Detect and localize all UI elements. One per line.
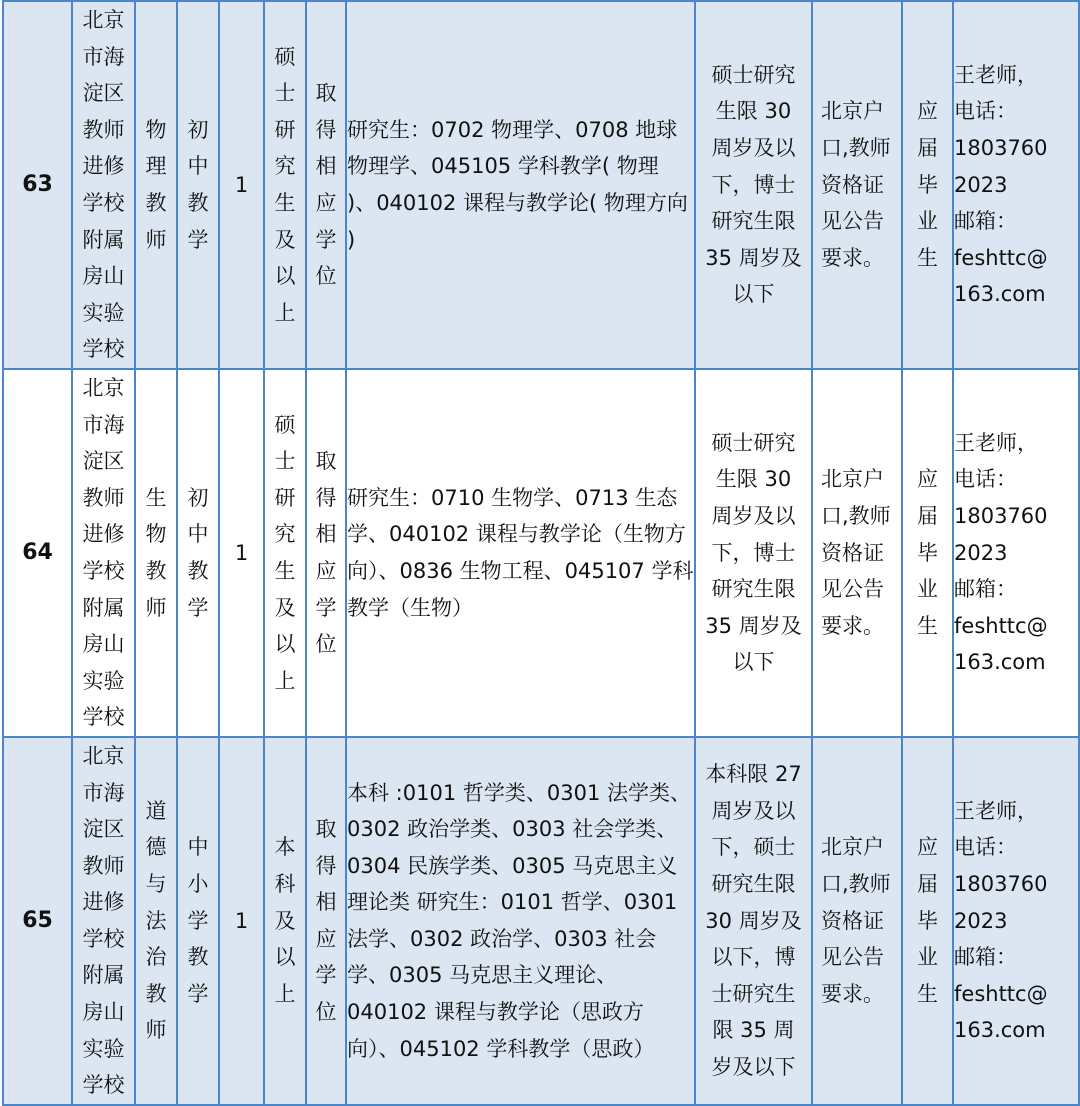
applicant-type-cell: 应届毕业生 — [902, 737, 953, 1105]
headcount-cell: 1 — [219, 1, 264, 369]
position-cell: 道德与法治教师 — [135, 737, 177, 1105]
major-requirement-cell: 本科 :0101 哲学类、0301 法学类、0302 政治学类、0303 社会学类、0304 民族学类、0305 马克思主义理论类 研究生：0101 哲学、0301 法学、0302 政治学、0303 社会学、0305 马克思主义理论、040102 课程与教学论（思政方向）、045102 学科教学（思政） — [346, 737, 695, 1105]
row-number: 65 — [3, 737, 72, 1105]
table-row — [3, 737, 1079, 1105]
age-requirement-cell: 硕士研究生限 30 周岁及以下，博士研究生限 35 周岁及以下 — [695, 369, 812, 737]
contact-phone-part2: 2023 — [954, 172, 1008, 197]
recruitment-table — [2, 0, 1080, 1106]
headcount-cell: 1 — [219, 369, 264, 737]
age-requirement-cell: 硕士研究生限 30 周岁及以下，博士研究生限 35 周岁及以下 — [695, 1, 812, 369]
teaching-level-cell: 初中教学 — [177, 369, 219, 737]
teaching-level-cell: 中小学教学 — [177, 737, 219, 1105]
teaching-level-cell: 初中教学 — [177, 1, 219, 369]
degree-cell: 取得相应学位 — [306, 737, 346, 1105]
headcount-cell: 1 — [219, 737, 264, 1105]
contact-phone-part1: 1803760 — [954, 136, 1048, 161]
education-cell: 硕士研究生及以上 — [264, 1, 306, 369]
contact-email-part1: feshttc@ — [954, 981, 1048, 1006]
table-row — [3, 1, 1079, 369]
employer-cell: 北京市海淀区教师进修学校附属房山实验学校 — [72, 1, 135, 369]
education-cell: 本科及以上 — [264, 737, 306, 1105]
applicant-type-cell: 应届毕业生 — [902, 1, 953, 369]
other-requirement-cell: 北京户口,教师资格证见公告要求。 — [812, 1, 902, 369]
contact-email-part1: feshttc@ — [954, 613, 1048, 638]
contact-email-part2: 163.com — [954, 282, 1046, 307]
contact-name: 王老师， — [954, 62, 1038, 87]
contact-cell — [953, 1, 1079, 369]
contact-email-part2: 163.com — [954, 1018, 1046, 1043]
contact-phone-part2: 2023 — [954, 908, 1008, 933]
major-requirement-cell: 研究生：0702 物理学、0708 地球物理学、045105 学科教学( 物理 )、040102 课程与教学论( 物理方向 ) — [346, 1, 695, 369]
age-requirement-cell: 本科限 27 周岁及以下，硕士研究生限 30 周岁及以下，博士研究生限 35 周岁及以下 — [695, 737, 812, 1105]
table-row — [3, 369, 1079, 737]
other-requirement-cell: 北京户口,教师资格证见公告要求。 — [812, 737, 902, 1105]
applicant-type-cell: 应届毕业生 — [902, 369, 953, 737]
contact-phone-part1: 1803760 — [954, 504, 1048, 529]
contact-phone-label: 电话： — [954, 99, 1017, 124]
other-requirement-cell: 北京户口,教师资格证见公告要求。 — [812, 369, 902, 737]
major-requirement-cell: 研究生：0710 生物学、0713 生态学、040102 课程与教学论（生物方向）、0836 生物工程、045107 学科教学（生物） — [346, 369, 695, 737]
contact-email-part2: 163.com — [954, 650, 1046, 675]
degree-cell: 取得相应学位 — [306, 369, 346, 737]
contact-cell — [953, 369, 1079, 737]
position-cell: 物理教师 — [135, 1, 177, 369]
contact-email-label: 邮箱： — [954, 945, 1017, 970]
contact-phone-part2: 2023 — [954, 540, 1008, 565]
employer-cell: 北京市海淀区教师进修学校附属房山实验学校 — [72, 737, 135, 1105]
contact-cell — [953, 737, 1079, 1105]
contact-phone-label: 电话： — [954, 835, 1017, 860]
employer-cell: 北京市海淀区教师进修学校附属房山实验学校 — [72, 369, 135, 737]
degree-cell: 取得相应学位 — [306, 1, 346, 369]
contact-phone-label: 电话： — [954, 467, 1017, 492]
education-cell: 硕士研究生及以上 — [264, 369, 306, 737]
contact-phone-part1: 1803760 — [954, 871, 1048, 896]
row-number: 64 — [3, 369, 72, 737]
contact-name: 王老师， — [954, 430, 1038, 455]
position-cell: 生物教师 — [135, 369, 177, 737]
contact-email-part1: feshttc@ — [954, 245, 1048, 270]
contact-email-label: 邮箱： — [954, 577, 1017, 602]
contact-name: 王老师， — [954, 798, 1038, 823]
contact-email-label: 邮箱： — [954, 209, 1017, 234]
row-number: 63 — [3, 1, 72, 369]
